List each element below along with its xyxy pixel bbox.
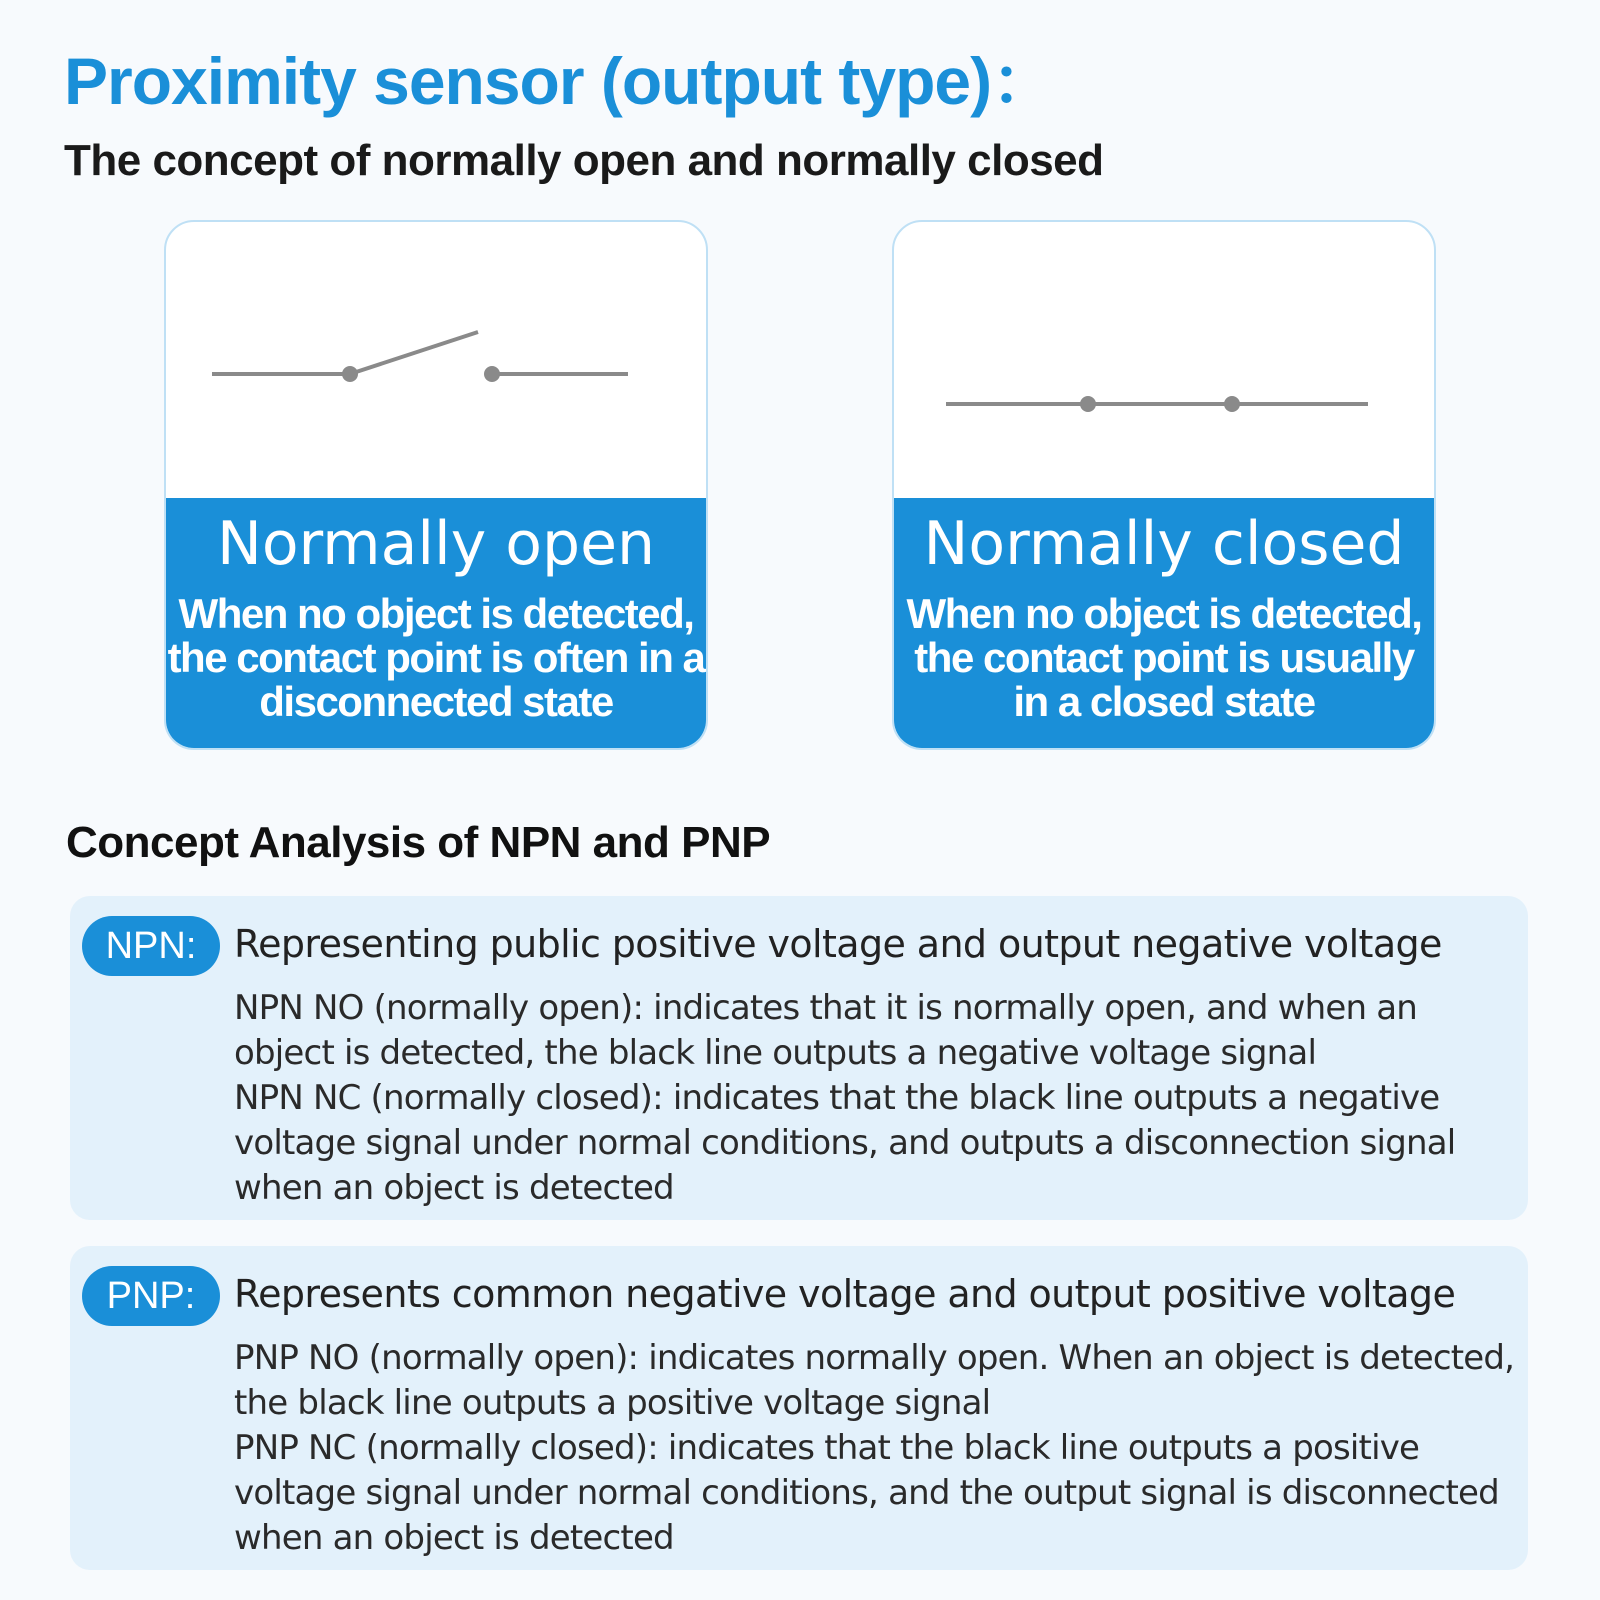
normally-closed-card — [892, 220, 1436, 750]
page-title: Proximity sensor (output type)： — [64, 44, 1057, 118]
section-title: Concept Analysis of NPN and PNP — [66, 818, 771, 867]
normally-closed-caption — [894, 498, 1434, 748]
npn-nc-text: NPN NC (normally closed): indicates that the black line outputs a negative voltage signal under normal conditions, and outputs a disconnection signal when an object is detected — [234, 1078, 1456, 1208]
npn-body — [234, 986, 1522, 1211]
npn-heading: Representing public positive voltage and output negative voltage — [234, 922, 1442, 966]
pnp-badge: PNP: — [82, 1266, 220, 1326]
switch-right-contact — [1224, 396, 1240, 412]
pnp-nc-text: PNP NC (normally closed): indicates that the black line outputs a positive voltage signal under normal conditions, and the output signal is disconnected when an object is detected — [234, 1428, 1499, 1558]
pnp-panel — [70, 1246, 1528, 1570]
normally-closed-label: Normally closed — [923, 509, 1405, 579]
npn-panel — [70, 896, 1528, 1220]
pnp-body — [234, 1336, 1522, 1561]
switch-open-lever — [350, 332, 478, 374]
normally-closed-description: When no object is detected, the contact point is usually in a closed state — [906, 590, 1422, 725]
pnp-heading: Represents common negative voltage and output positive voltage — [234, 1272, 1456, 1316]
normally-open-card — [164, 220, 708, 750]
normally-open-description: When no object is detected, the contact point is often in a disconnected state — [167, 590, 705, 725]
normally-open-caption — [166, 498, 706, 748]
npn-badge: NPN: — [82, 916, 220, 976]
npn-no-text: NPN NO (normally open): indicates that it is normally open, and when an object is detected, the black line outputs a negative voltage signal — [234, 988, 1418, 1073]
closed-switch-symbol — [894, 222, 1436, 498]
switch-left-contact — [1080, 396, 1096, 412]
open-switch-symbol — [166, 222, 708, 498]
pnp-no-text: PNP NO (normally open): indicates normally open. When an object is detected, the black line outputs a positive voltage signal — [234, 1338, 1515, 1423]
normally-open-label: Normally open — [216, 509, 656, 579]
page-subtitle: The concept of normally open and normally closed — [64, 136, 1104, 185]
